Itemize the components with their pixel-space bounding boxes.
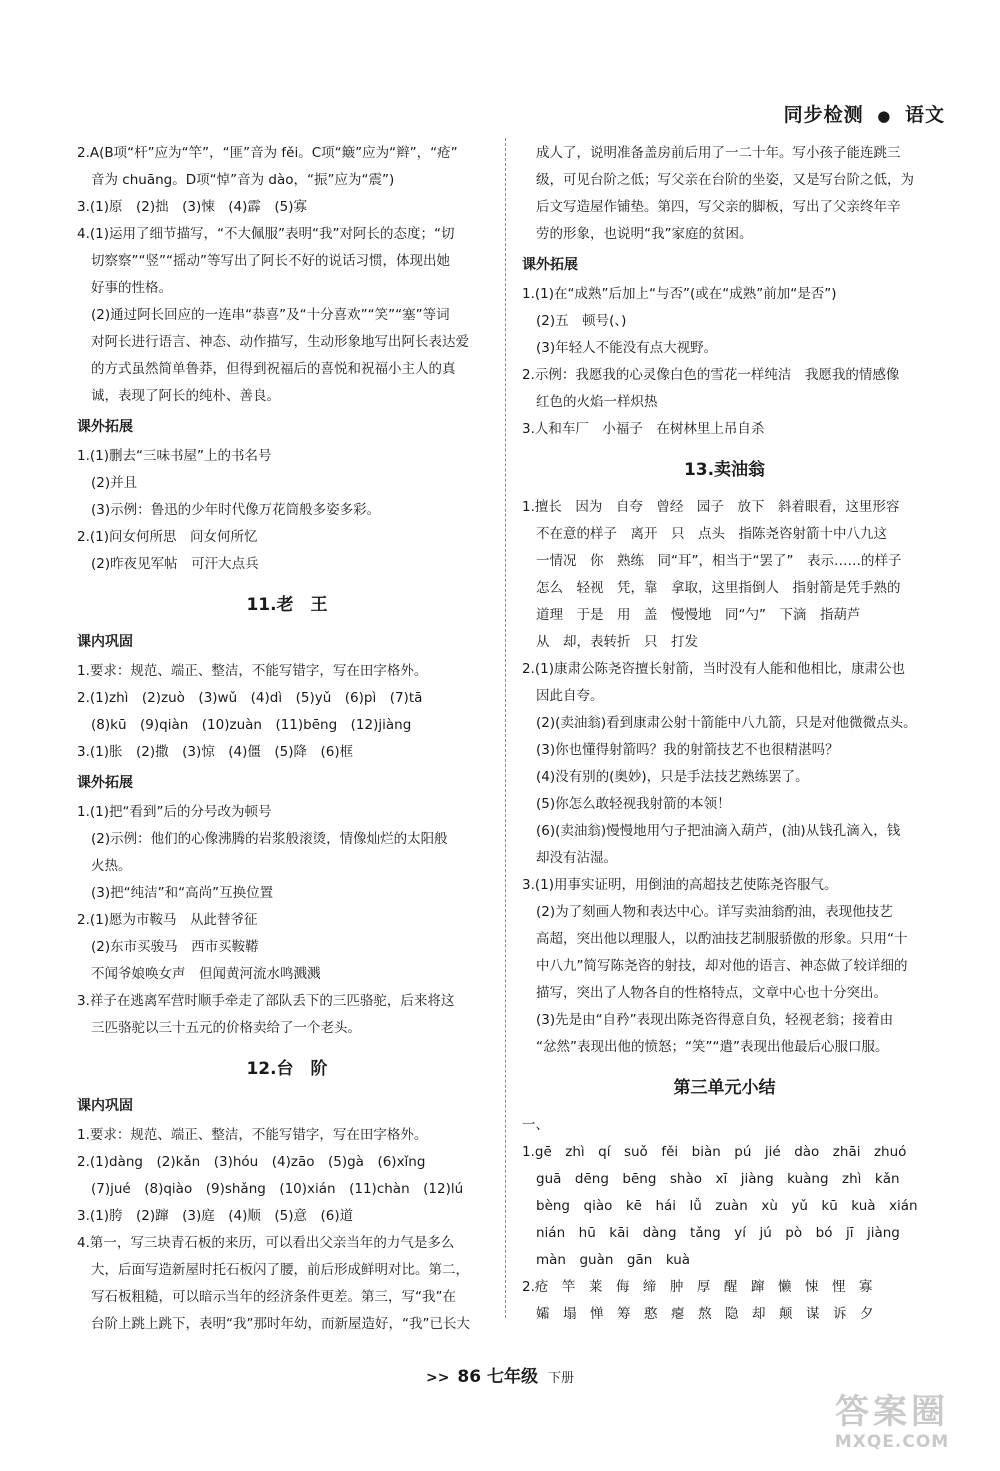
answer-line: 级，可见台阶之低；写父亲在台阶的坐姿，又是写台阶之低，为: [536, 172, 914, 188]
answer-line: 3.(1)胀 (2)撒 (3)惊 (4)僵 (5)降 (6)框: [77, 744, 354, 760]
answer-line: (2)(卖油翁)看到康肃公射十箭能中八九箭，只是对他微微点头。: [536, 715, 917, 731]
answer-line: 3.(1)胯 (2)蹿 (3)庭 (4)顺 (5)意 (6)道: [77, 1208, 354, 1224]
section-title: 13.卖油翁: [683, 460, 766, 480]
answer-line: 对阿长进行语言、神态、动作描写，生动形象地写出阿长表达爱: [91, 334, 469, 350]
answer-line: (3)年轻人不能没有点大视野。: [536, 340, 718, 356]
answer-line: 怎么 轻视 凭，靠 拿取，这里指倒人 指射箭是凭手熟的: [536, 580, 901, 596]
answer-line: 2.(1)愿为市鞍马 从此替爷征: [77, 912, 258, 928]
header-title: 同步检测: [783, 104, 864, 126]
answer-line: (2)并且: [91, 475, 138, 491]
answer-line: 2.(1)zhì (2)zuò (3)wǔ (4)dì (5)yǔ (6)pì (7)tā: [77, 690, 423, 706]
answer-line: (2)五 顿号(、): [536, 313, 627, 329]
answer-line: 切察察”“竖”“摇动”等写出了阿长不好的说话习惯，体现出她: [91, 253, 450, 269]
answer-line: (3)你也懂得射箭吗？我的射箭技艺不也很精湛吗？: [536, 742, 839, 758]
answer-line: (2)示例：他们的心像沸腾的岩浆般滚烫，情像灿烂的太阳般: [91, 831, 448, 847]
volume-label: 下册: [547, 1371, 574, 1386]
watermark-bottom: MXQE.COM: [834, 1432, 950, 1452]
section-title: 12.台 阶: [246, 1059, 328, 1079]
answer-line: 2.(1)问女何所思 问女何所忆: [77, 529, 258, 545]
answer-line: 高超，突出他以理服人，以酌油技艺制服骄傲的形象。只用“十: [536, 931, 908, 947]
answer-line: 3.人和车厂 小福子 在树林里上吊自杀: [522, 421, 765, 437]
answer-line: 4.第一，写三块青石板的来历，可以看出父亲当年的力气是多么: [77, 1235, 455, 1251]
answer-line: 1.要求：规范、端正、整洁，不能写错字，写在田字格外。: [77, 1127, 428, 1143]
answer-line: 好事的性格。: [91, 280, 172, 296]
answer-line: (3)先是由“自矜”表现出陈尧咨得意自负，轻视老翁；接着由: [536, 1012, 894, 1028]
subsection-heading: 课内巩固: [77, 634, 133, 650]
page-number: 86: [457, 1367, 482, 1387]
watermark-logo: [812, 1392, 972, 1458]
answer-line: (3)示例：鲁迅的少年时代像万花筒般多姿多彩。: [91, 502, 381, 518]
answer-line: 却没有沾湿。: [536, 850, 617, 866]
answer-line: 一情况 你 熟练 同“耳”，相当于“罢了” 表示……的样子: [536, 553, 902, 569]
page-footer: [0, 1362, 1000, 1387]
answer-line: (8)kū (9)qiàn (10)zuàn (11)bēng (12)jiàng: [91, 717, 412, 733]
answer-line: 1.(1)在“成熟”后加上“与否”(或在“成熟”前加“是否”): [522, 286, 837, 302]
answer-line: 音为 chuāng。D项“悼”音为 dào，“振”应为“震”): [91, 172, 395, 188]
watermark-top: 答案圈: [835, 1392, 949, 1432]
answer-line: (5)你怎么敢轻视我射箭的本领！: [536, 796, 731, 812]
left-column: [77, 140, 497, 1338]
answer-line: 劳的形象，也说明“我”家庭的贫困。: [536, 226, 753, 242]
answer-line: 2.(1)dàng (2)kǎn (3)hóu (4)zāo (5)gà (6)xǐng: [77, 1154, 426, 1170]
answer-line: 2.A(B项“杆”应为“竿”，“匪”音为 fěi。C项“簸”应为“辫”，“疮”: [77, 145, 458, 161]
answer-line: 4.(1)运用了细节描写，“不大佩服”表明“我”对阿长的态度；“切: [77, 226, 455, 242]
subsection-heading: 课内巩固: [77, 1098, 133, 1114]
section-title: 11.老 王: [246, 595, 328, 615]
answer-line: (3)把“纯洁”和“高尚”互换位置: [91, 885, 274, 901]
double-arrow-icon: >>: [426, 1370, 450, 1386]
answer-line: (2)通过阿长回应的一连串“恭喜”及“十分喜欢”“笑”“塞”等词: [91, 307, 450, 323]
answer-line: 3.(1)用事实证明，用倒油的高超技艺使陈尧咨服气。: [522, 877, 838, 893]
answer-line: 2.示例：我愿我的心灵像白色的雪花一样纯洁 我愿我的情感像: [522, 367, 900, 383]
answer-line: (2)昨夜见军帖 可汗大点兵: [91, 556, 259, 572]
answer-line: nián hū kāi dàng tǎng yí jú pò bó jī jiàng: [536, 1225, 900, 1241]
answer-line: (7)jué (8)qiào (9)shǎng (10)xián (11)chàn (12)lú: [91, 1181, 464, 1197]
answer-line: 3.祥子在逃离军营时顺手牵走了部队丢下的三匹骆驼，后来将这: [77, 993, 455, 1009]
subsection-heading: 课外拓展: [522, 257, 578, 273]
answer-line: 后文写造屋作铺垫。第四，写父亲的脚板，写出了父亲终年辛: [536, 199, 901, 215]
lightbulb-icon: ●: [877, 107, 892, 125]
answer-line: 3.(1)原 (2)拙 (3)悚 (4)霹 (5)寡: [77, 199, 307, 215]
answer-line: 2.(1)康肃公陈尧咨擅长射箭，当时没有人能和他相比，康肃公也: [522, 661, 906, 677]
column-divider: [505, 138, 506, 1318]
answer-line: (4)没有别的(奥妙)，只是手法技艺熟练罢了。: [536, 769, 809, 785]
answer-line: 1.(1)删去“三味书屋”上的书名号: [77, 448, 272, 464]
answer-line: 道理 于是 用 盖 慢慢地 同“勺” 下滴 指葫芦: [536, 607, 861, 623]
answer-line: 1.擅长 因为 自夸 曾经 园子 放下 斜着眼看，这里形容: [522, 499, 900, 515]
subsection-heading: 课外拓展: [77, 775, 133, 791]
answer-line: 红色的火焰一样炽热: [536, 394, 658, 410]
answer-line: màn guàn gān kuà: [536, 1252, 691, 1268]
answer-line: 孀 塌 惮 筹 憨 瘪 熬 隐 却 颠 谋 诉 夕: [536, 1306, 874, 1322]
answer-line: guā dēng bēng shào xī jiàng kuàng zhì kǎn: [536, 1171, 900, 1187]
section-title: 第三单元小结: [673, 1078, 776, 1098]
answer-line: 1.(1)把“看到”后的分号改为顿号: [77, 804, 272, 820]
answer-line: 成人了，说明准备盖房前后用了一二十年。写小孩子能连跳三: [536, 145, 901, 161]
answer-line: 不闻爷娘唤女声 但闻黄河流水鸣溅溅: [91, 966, 321, 982]
page-header: [784, 100, 945, 127]
answer-line: 诚，表现了阿长的纯朴、善良。: [91, 388, 280, 404]
grade-label: 七年级: [487, 1367, 539, 1387]
answer-line: 的方式虽然简单鲁莽，但得到祝福后的喜悦和祝福小主人的真: [91, 361, 456, 377]
answer-line: 描写，突出了人物各自的性格特点，文章中心也十分突出。: [536, 985, 887, 1001]
answer-line: 1.gē zhì qí suǒ fěi biàn pú jié dào zhāi zhuó: [522, 1144, 907, 1160]
answer-line: 火热。: [91, 858, 132, 874]
answer-line: bèng qiào kē hái lǚ zuàn xù yǔ kū kuà xián: [536, 1198, 918, 1214]
answer-line: “忿然”表现出他的愤怒；“笑”“遣”表现出他最后心服口服。: [536, 1039, 889, 1055]
answer-line: 写石板粗糙，可以暗示当年的经济条件更差。第三，写“我”在: [91, 1289, 456, 1305]
answer-line: 2.疮 竿 莱 侮 缔 肿 厚 醒 蹿 懒 悚 悝 寡: [522, 1279, 873, 1295]
answer-line: 大，后面写造新屋时托石板闪了腰，前后形成鲜明对比。第二，: [91, 1262, 469, 1278]
answer-line: 不在意的样子 离开 只 点头 指陈尧咨射箭十中八九这: [536, 526, 887, 542]
right-column: [522, 140, 927, 1328]
answer-line: 一、: [522, 1117, 549, 1133]
answer-line: 三匹骆驼以三十五元的价格卖给了一个老头。: [91, 1020, 361, 1036]
answer-line: 台阶上跳上跳下，表明“我”那时年幼，而新屋造好，“我”已长大: [91, 1316, 470, 1332]
answer-line: (2)为了刻画人物和表达中心。详写卖油翁酌油，表现他技艺: [536, 904, 893, 920]
header-subject: 语文: [904, 104, 945, 126]
answer-line: 1.要求：规范、端正、整洁，不能写错字，写在田字格外。: [77, 663, 428, 679]
answer-line: 因此自夸。: [536, 688, 604, 704]
answer-line: 从 却，表转折 只 打发: [536, 634, 698, 650]
answer-line: 中八九”简写陈尧咨的射技，却对他的语言、神态做了较详细的: [536, 958, 908, 974]
answer-line: (2)东市买骏马 西市买鞍鞯: [91, 939, 259, 955]
answer-line: (6)(卖油翁)慢慢地用勺子把油滴入葫芦，(油)从钱孔滴入，钱: [536, 823, 901, 839]
subsection-heading: 课外拓展: [77, 419, 133, 435]
